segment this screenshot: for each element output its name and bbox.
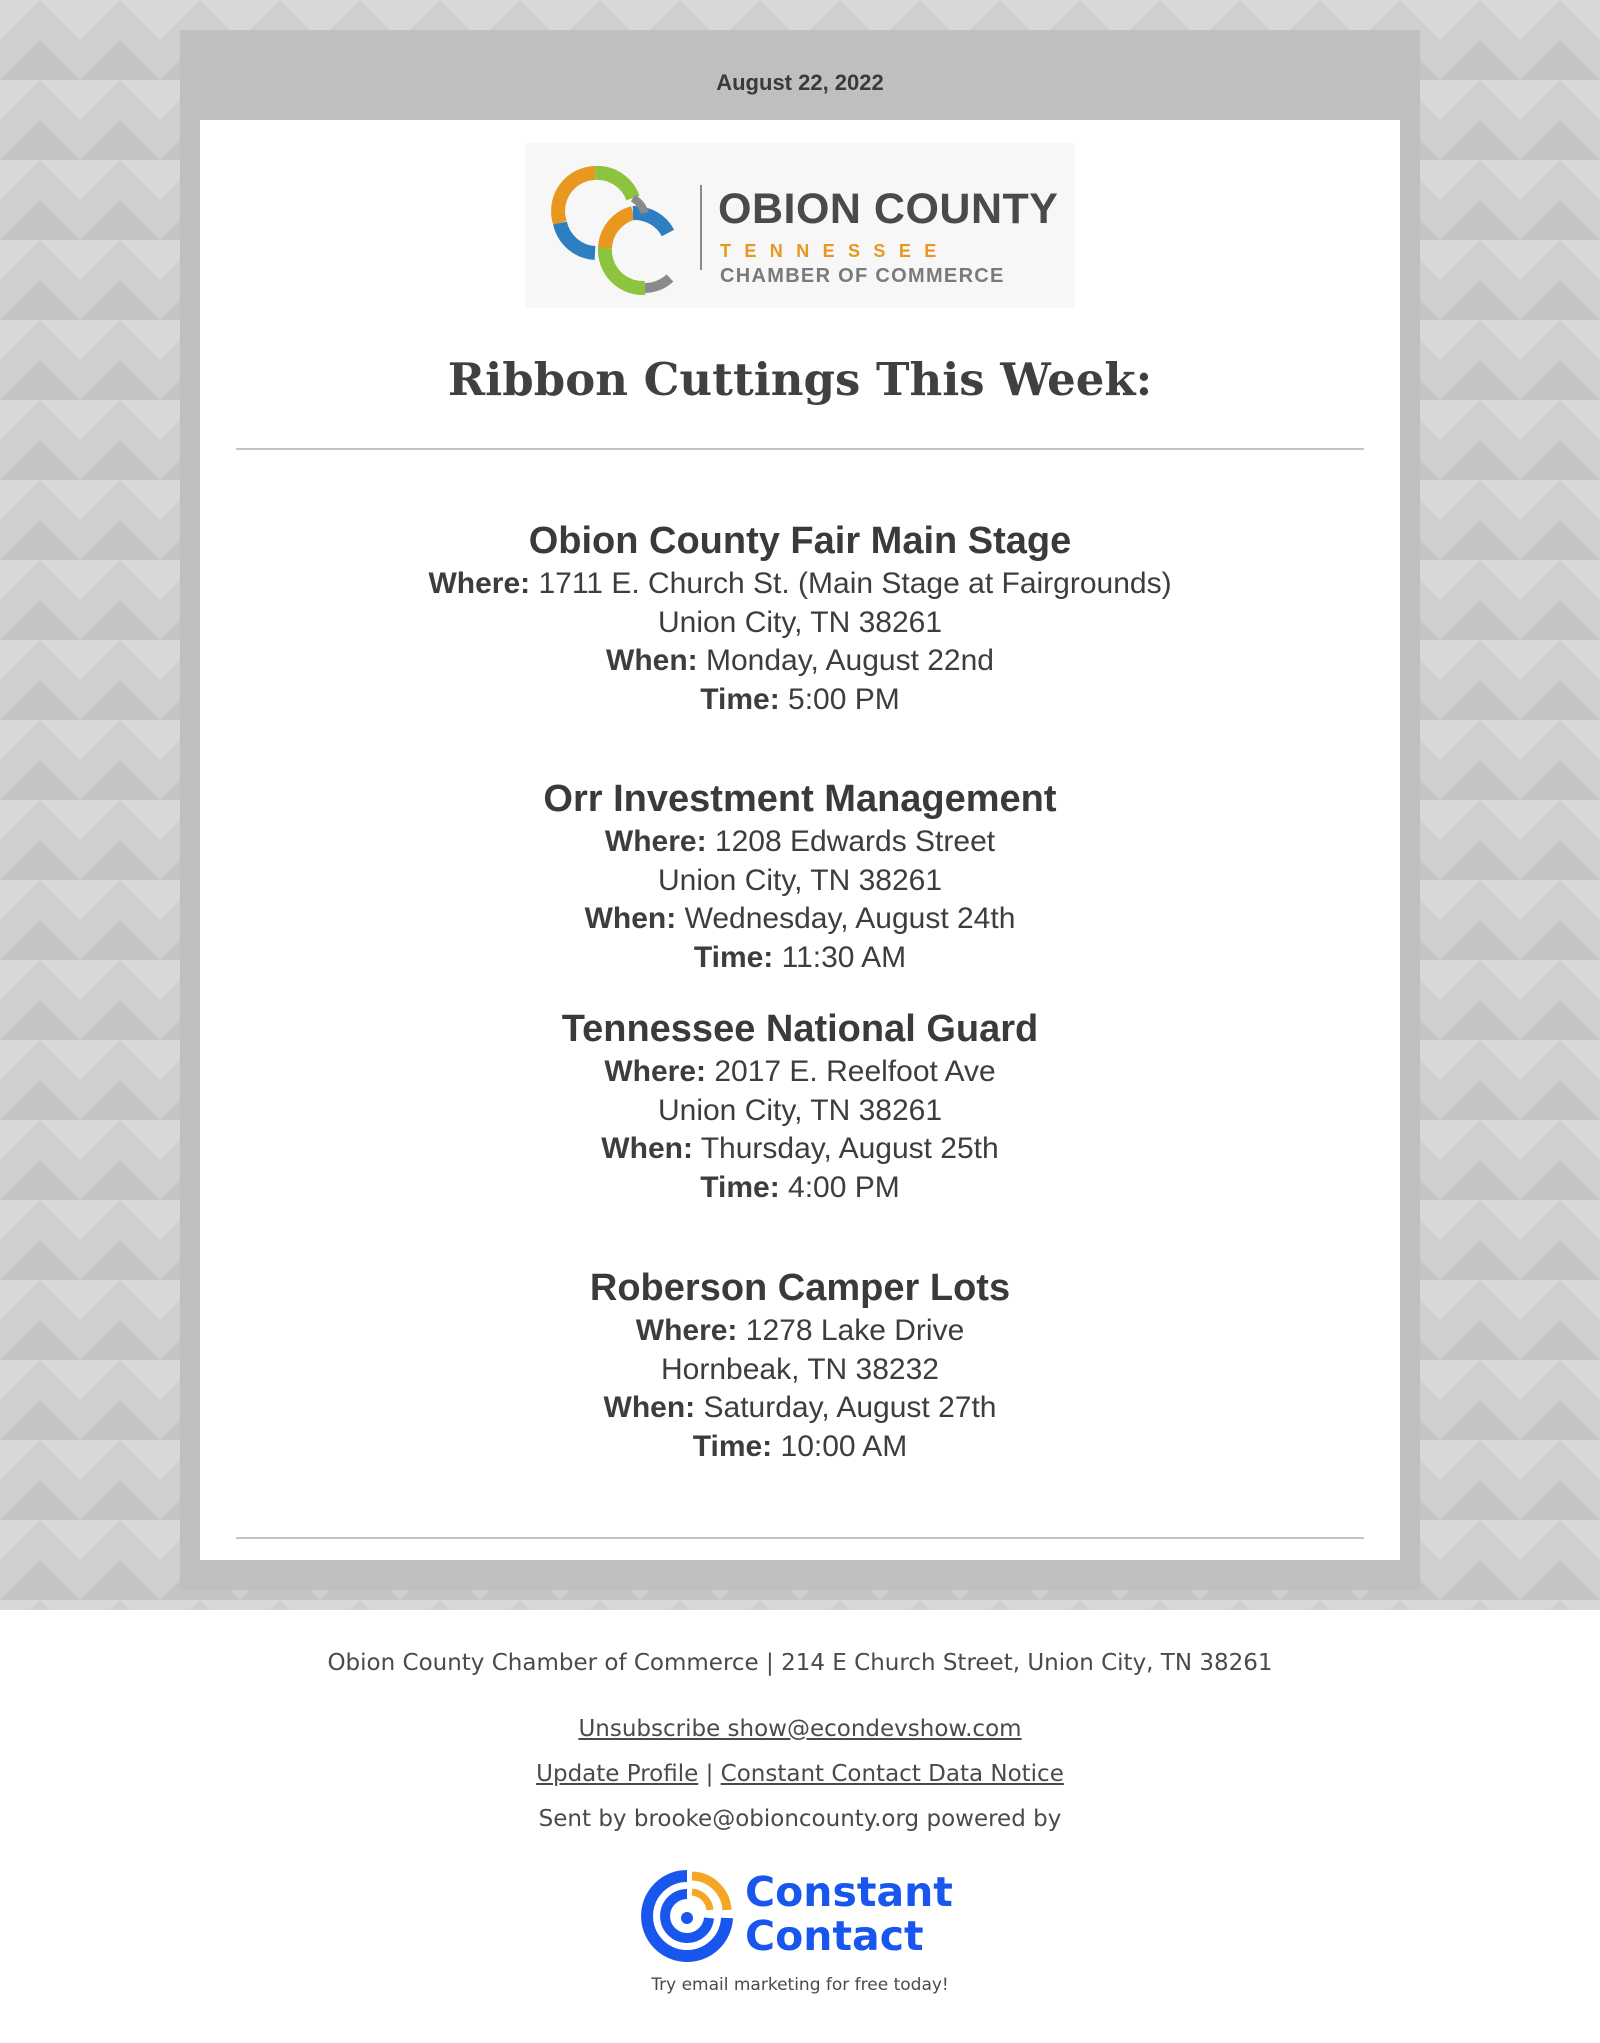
constant-contact-wordmark: Constant Contact [745, 1868, 953, 1960]
event-name: Tennessee National Guard [561, 1008, 1039, 1050]
event-name: Roberson Camper Lots [589, 1267, 1011, 1309]
footer-unsubscribe-row [0, 1716, 1600, 1742]
sent-by-text: Sent by brooke@obioncounty.org powered by [538, 1806, 1062, 1832]
event-city: Union City, TN 38261 [657, 605, 943, 639]
event-item [200, 775, 1400, 977]
bottom-divider [236, 1537, 1364, 1539]
event-where: Where: 1278 Lake Drive [635, 1314, 965, 1347]
event-item [200, 1264, 1400, 1466]
footer-address: Obion County Chamber of Commerce | 214 E Church Street, Union City, TN 38261 [327, 1650, 1273, 1676]
email-date: August 22, 2022 [716, 70, 884, 95]
event-name: Obion County Fair Main Stage [528, 520, 1072, 562]
chamber-logo [525, 143, 1075, 308]
unsubscribe-link[interactable]: Unsubscribe show@econdevshow.com [578, 1716, 1022, 1742]
logo-divider [700, 185, 702, 270]
top-divider [236, 448, 1364, 450]
event-city: Union City, TN 38261 [657, 1093, 943, 1127]
chamber-rings-icon [535, 153, 685, 298]
link-separator: | [705, 1761, 714, 1787]
constant-contact-logo[interactable] [640, 1868, 960, 1963]
logo-title: OBION COUNTY [718, 185, 1059, 233]
cc-tagline[interactable]: Try email marketing for free today! [651, 1975, 949, 1995]
event-time: Time: 11:30 AM [693, 940, 907, 974]
event-where: Where: 2017 E. Reelfoot Ave [604, 1055, 996, 1088]
logo-subtitle: CHAMBER OF COMMERCE [720, 265, 1005, 287]
event-when: When: Monday, August 22nd [606, 644, 994, 677]
constant-contact-icon [640, 1868, 735, 1963]
event-name: Orr Investment Management [543, 778, 1057, 820]
event-time: Time: 10:00 AM [692, 1429, 908, 1463]
data-notice-link[interactable]: Constant Contact Data Notice [720, 1761, 1064, 1787]
event-city: Union City, TN 38261 [657, 863, 943, 897]
email-card [200, 120, 1400, 1560]
event-city: Hornbeak, TN 38232 [661, 1352, 939, 1386]
event-item [200, 517, 1400, 719]
logo-state: TENNESSEE [720, 241, 950, 261]
event-item [200, 1005, 1400, 1207]
event-when: When: Thursday, August 25th [601, 1132, 999, 1165]
event-time: Time: 4:00 PM [700, 1170, 900, 1204]
event-time: Time: 5:00 PM [700, 682, 900, 716]
update-profile-link[interactable]: Update Profile [536, 1761, 699, 1787]
page-title: Ribbon Cuttings This Week: [447, 353, 1153, 406]
footer-profile-row [0, 1761, 1600, 1787]
event-where: Where: 1711 E. Church St. (Main Stage at Fairgrounds) [428, 567, 1172, 600]
event-where: Where: 1208 Edwards Street [604, 825, 996, 858]
event-when: When: Saturday, August 27th [603, 1391, 997, 1424]
event-when: When: Wednesday, August 24th [584, 902, 1016, 935]
